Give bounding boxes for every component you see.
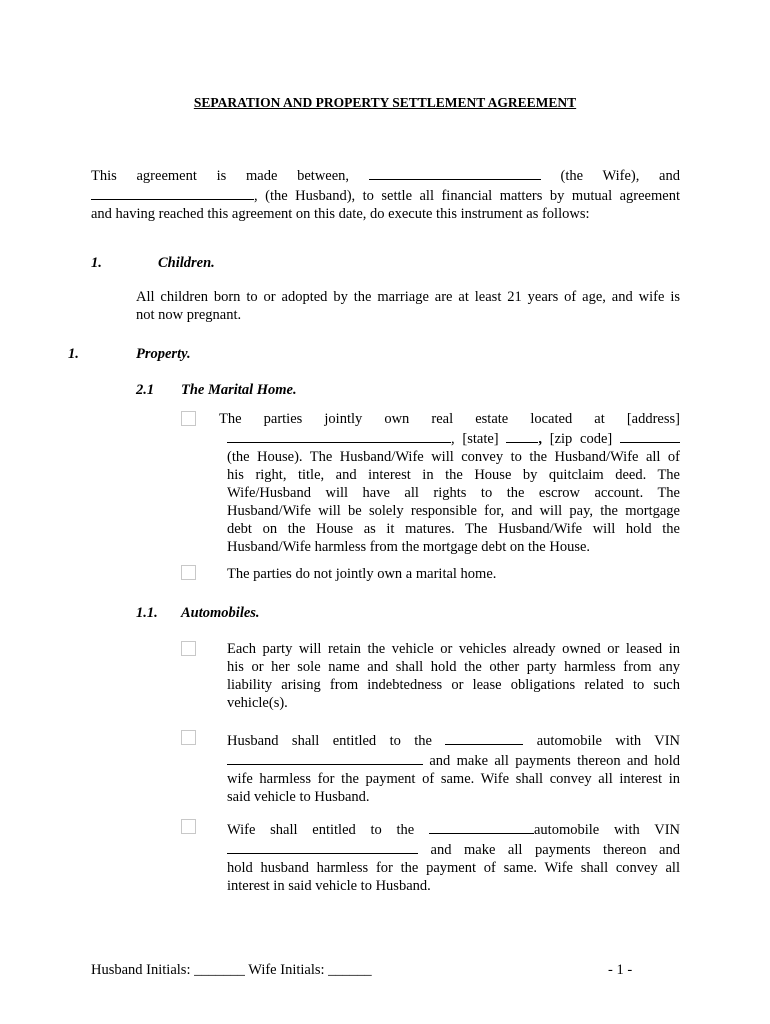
- state-blank[interactable]: [506, 428, 538, 443]
- marital-home-option-2-text: The parties do not jointly own a marital home.: [227, 566, 497, 582]
- intro-paragraph: [91, 165, 680, 223]
- wife-vin-blank[interactable]: [227, 839, 418, 854]
- subsection-heading-automobiles: Automobiles.: [181, 605, 260, 621]
- subsection-number-marital-home: 2.1: [136, 382, 155, 398]
- document-title: SEPARATION AND PROPERTY SETTLEMENT AGREEMENT: [193, 95, 577, 110]
- page-number: - 1 -: [608, 962, 633, 978]
- automobiles-option-3-text: Wife shall entitled to the automobile with VIN and make all payments thereon and hold husband harmless for the payment of same. Wife shall convey all interest in said vehicle to Husband.: [227, 819, 680, 895]
- section-heading-property: Property.: [136, 346, 191, 362]
- marital-home-address-line: , [state] , [zip code]: [227, 428, 680, 448]
- section-number-property: 1.: [68, 346, 79, 362]
- address-blank[interactable]: [227, 428, 451, 443]
- section-heading-children: Children.: [158, 255, 215, 271]
- section-number-children: 1.: [91, 255, 102, 271]
- marital-home-option-1-text: , [state] , [zip code] (the House). The Husband/Wife will convey to the Husband/Wife all of his right, title, and interest in the House by quitclaim deed. The Wife/Husband will have all rights to the escrow account. The Husband/Wife will be solely responsible for, and will pay, the mortgage debt on the House as it matures. The Husband/Wife will hold the Husband/Wife harmless from the mortgage debt on the House.: [227, 428, 680, 556]
- marital-home-option-2-checkbox[interactable]: [181, 565, 196, 580]
- husband-vin-blank[interactable]: [227, 750, 423, 765]
- subsection-number-automobiles: 1.1.: [136, 605, 158, 621]
- children-paragraph: All children born to or adopted by the marriage are at least 21 years of age, and wife is not now pregnant.: [136, 289, 680, 323]
- automobiles-option-2-checkbox[interactable]: [181, 730, 196, 745]
- automobiles-option-1-text: Each party will retain the vehicle or vehicles already owned or leased in his or her sole name and shall hold the other party harmless from any liability arising from indebtedness or lease obligations related to such vehicle(s).: [227, 641, 680, 711]
- automobiles-option-3-checkbox[interactable]: [181, 819, 196, 834]
- footer-initials: Husband Initials: _______ Wife Initials: ______: [91, 962, 372, 978]
- wife-vehicle-blank[interactable]: [429, 819, 534, 834]
- automobiles-option-1-checkbox[interactable]: [181, 641, 196, 656]
- intro-line-2: , (the Husband), to settle all financial matters by mutual agreement: [91, 185, 680, 205]
- marital-home-option-1-line-1: The parties jointly own real estate located at [address]: [219, 411, 680, 427]
- wife-name-blank[interactable]: [369, 165, 541, 180]
- intro-line-1: This agreement is made between, (the Wife), and: [91, 165, 680, 185]
- intro-line-3: and having reached this agreement on this date, do execute this instrument as follows:: [91, 206, 590, 222]
- automobiles-option-2-text: Husband shall entitled to the automobile with VIN and make all payments thereon and hold wife harmless for the payment of same. Wife shall convey all interest in said vehicle to Husband.: [227, 730, 680, 806]
- husband-name-blank[interactable]: [91, 185, 254, 200]
- marital-home-option-1-checkbox[interactable]: [181, 411, 196, 426]
- husband-vehicle-blank[interactable]: [445, 730, 523, 745]
- zip-blank[interactable]: [620, 428, 680, 443]
- subsection-heading-marital-home: The Marital Home.: [181, 382, 297, 398]
